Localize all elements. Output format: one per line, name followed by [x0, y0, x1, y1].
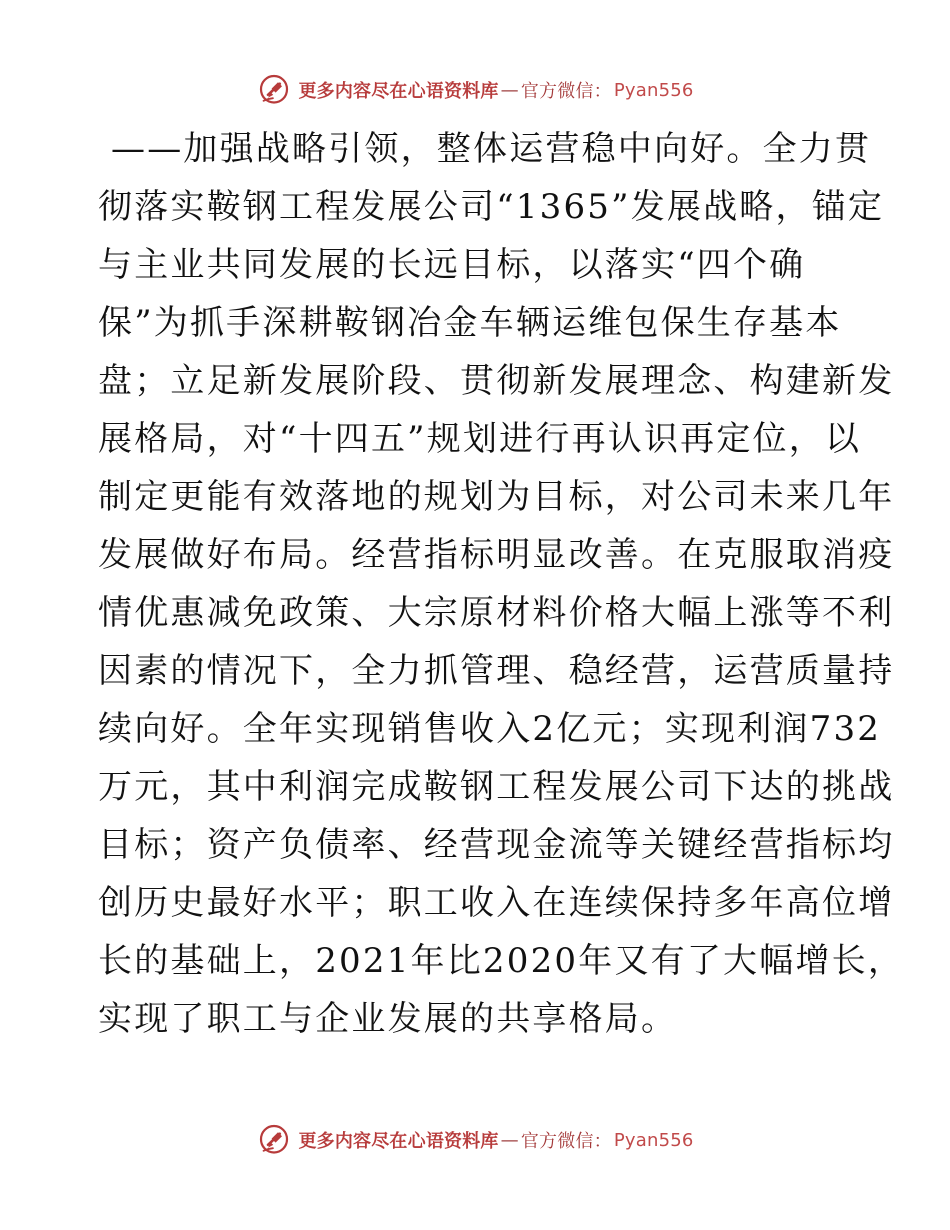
watermark-text: 更多内容尽在心语资料库 [298, 81, 499, 102]
document-body [98, 120, 905, 1048]
watermark-header [0, 72, 950, 108]
text-line: 展格局，对“十四五”规划进行再认识再定位，以 [98, 419, 862, 459]
pen-logo-icon [256, 1122, 292, 1158]
watermark-label: 官方微信： [520, 81, 612, 102]
text-line: 彻落实鞍钢工程发展公司“1365”发展战略，锚定 [98, 187, 885, 227]
watermark-id: Pyan556 [613, 79, 694, 101]
watermark-label: 官方微信： [520, 1131, 612, 1152]
text-line: 长的基础上，2021年比2020年又有了大幅增长， [98, 941, 905, 981]
watermark-separator: — [500, 1129, 519, 1151]
pen-logo-icon [256, 72, 292, 108]
text-line: 目标；资产负债率、经营现金流等关键经营指标均 [98, 825, 895, 865]
text-line: 创历史最好水平；职工收入在连续保持多年高位增 [98, 883, 895, 923]
watermark-footer [0, 1122, 950, 1158]
text-line: 制定更能有效落地的规划为目标，对公司未来几年 [98, 477, 895, 517]
text-line: 发展做好布局。经营指标明显改善。在克服取消疫 [98, 535, 895, 575]
text-line: 实现了职工与企业发展的共享格局。 [98, 999, 678, 1039]
watermark-text: 更多内容尽在心语资料库 [298, 1131, 499, 1152]
text-line: 因素的情况下，全力抓管理、稳经营，运营质量持 [98, 651, 895, 691]
text-line: 盘；立足新发展阶段、贯彻新发展理念、构建新发 [98, 361, 895, 401]
text-line: 万元，其中利润完成鞍钢工程发展公司下达的挑战 [98, 767, 895, 807]
text-line: 续向好。全年实现销售收入2亿元；实现利润732 [98, 709, 882, 749]
text-line: ——加强战略引领，整体运营稳中向好。全力贯 [98, 129, 872, 169]
watermark-separator: — [500, 79, 519, 101]
text-line: 保”为抓手深耕鞍钢冶金车辆运维包保生存基本 [98, 303, 842, 343]
text-line: 与主业共同发展的长远目标，以落实“四个确 [98, 245, 806, 285]
watermark-id: Pyan556 [613, 1129, 694, 1151]
text-line: 情优惠减免政策、大宗原材料价格大幅上涨等不利 [98, 593, 895, 633]
